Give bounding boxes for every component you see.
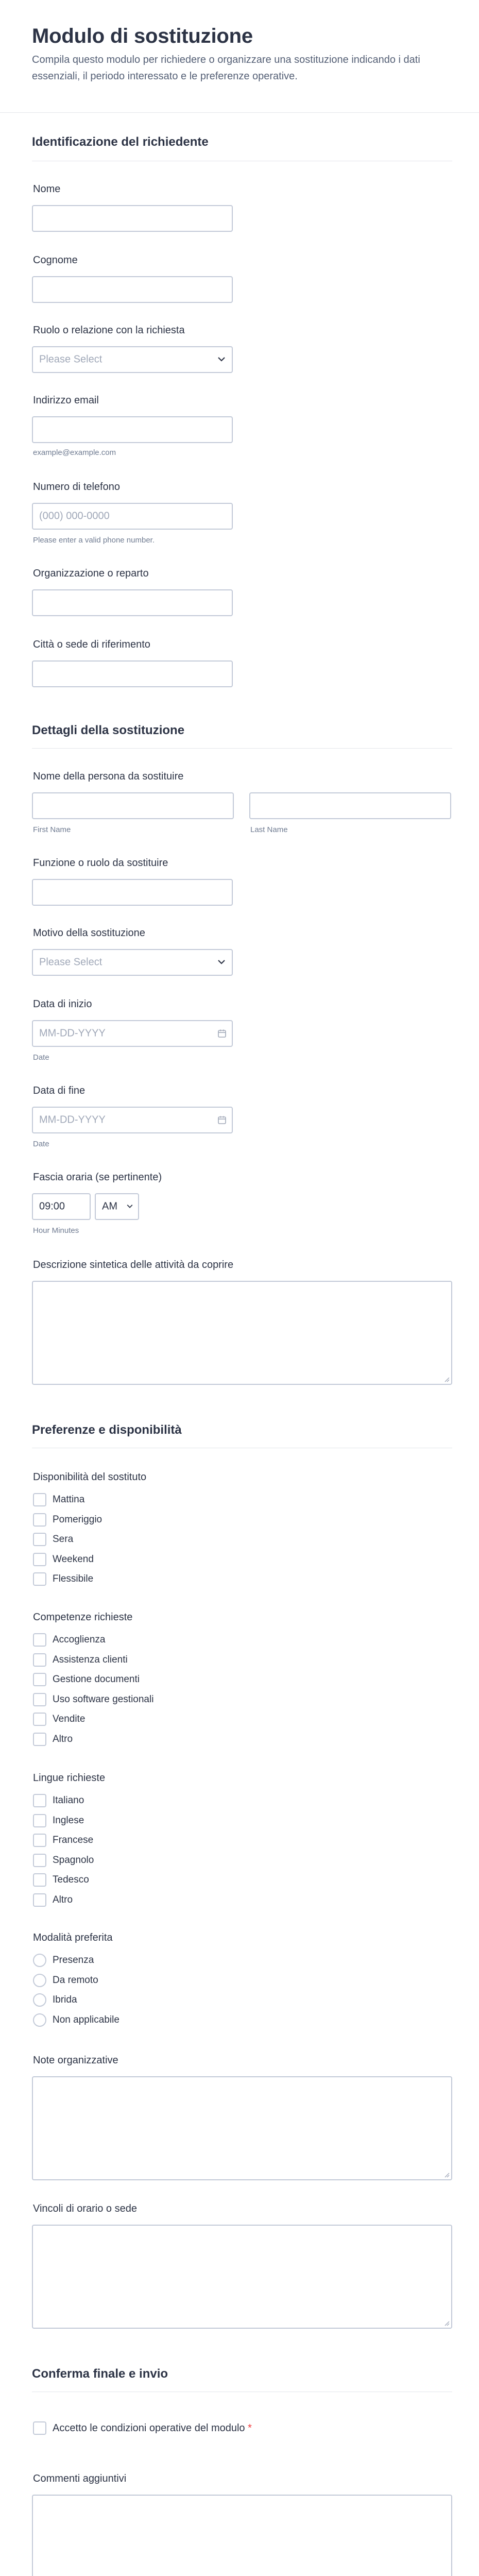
disp-option-label: Weekend bbox=[53, 1553, 94, 1565]
last-name-input[interactable] bbox=[249, 792, 451, 819]
comp-option-label: Assistenza clienti bbox=[53, 1654, 128, 1665]
comp-checkbox[interactable] bbox=[33, 1653, 46, 1667]
vincoli-label: Vincoli di orario o sede bbox=[33, 2203, 137, 2214]
descr-textarea[interactable] bbox=[32, 1281, 452, 1385]
fine-date-input[interactable] bbox=[32, 1107, 233, 1133]
org-input[interactable] bbox=[32, 589, 233, 616]
lingue-option-label: Altro bbox=[53, 1894, 73, 1905]
chevron-down-icon bbox=[216, 957, 227, 967]
inizio-sublabel: Date bbox=[33, 1053, 49, 1062]
lingue-option-label: Tedesco bbox=[53, 1874, 89, 1885]
lingue-checkbox[interactable] bbox=[33, 1814, 46, 1827]
section-heading-dettagli: Dettagli della sostituzione bbox=[32, 723, 185, 737]
descr-label: Descrizione sintetica delle attività da coprire bbox=[33, 1259, 234, 1270]
accept-text: Accetto le condizioni operative del modulo bbox=[53, 2422, 245, 2434]
comp-option-label: Vendite bbox=[53, 1714, 85, 1724]
resize-grip-icon[interactable] bbox=[443, 1376, 450, 1382]
comments-label: Commenti aggiuntivi bbox=[33, 2473, 127, 2484]
lingue-option-label: Spagnolo bbox=[53, 1854, 94, 1866]
disp-checkbox[interactable] bbox=[33, 1572, 46, 1586]
disp-option-label: Mattina bbox=[53, 1494, 85, 1505]
disp-option-label: Flessibile bbox=[53, 1573, 94, 1584]
vincoli-textarea[interactable] bbox=[32, 2225, 452, 2329]
disp-checkbox[interactable] bbox=[33, 1553, 46, 1566]
calendar-icon[interactable] bbox=[217, 1029, 227, 1038]
city-label: Città o sede di riferimento bbox=[33, 639, 150, 650]
section-divider bbox=[32, 748, 452, 749]
section-heading-conferma: Conferma finale e invio bbox=[32, 2367, 168, 2381]
email-sublabel: example@example.com bbox=[33, 448, 116, 457]
lingue-label: Lingue richieste bbox=[33, 1772, 106, 1784]
calendar-icon[interactable] bbox=[217, 1115, 227, 1125]
nome-input[interactable] bbox=[32, 205, 233, 232]
inizio-label: Data di inizio bbox=[33, 998, 92, 1010]
comp-checkbox[interactable] bbox=[33, 1733, 46, 1746]
comp-label: Competenze richieste bbox=[33, 1612, 133, 1623]
form-title: Modulo di sostituzione bbox=[32, 25, 253, 47]
lingue-checkbox[interactable] bbox=[33, 1794, 46, 1807]
lingue-checkbox[interactable] bbox=[33, 1893, 46, 1907]
note-textarea[interactable] bbox=[32, 2076, 452, 2180]
email-label: Indirizzo email bbox=[33, 395, 99, 406]
lingue-checkbox[interactable] bbox=[33, 1834, 46, 1847]
persona-label: Nome della persona da sostituire bbox=[33, 771, 184, 782]
nome-label: Nome bbox=[33, 183, 61, 195]
mod-radio[interactable] bbox=[33, 2013, 46, 2027]
accept-label bbox=[53, 2422, 252, 2434]
mod-label: Modalità preferita bbox=[33, 1932, 113, 1943]
mod-option-label: Presenza bbox=[53, 1955, 94, 1965]
disp-checkbox[interactable] bbox=[33, 1493, 46, 1506]
resize-grip-icon[interactable] bbox=[443, 2320, 450, 2326]
cognome-label: Cognome bbox=[33, 255, 78, 266]
comp-checkbox[interactable] bbox=[33, 1673, 46, 1686]
fascia-label: Fascia oraria (se pertinente) bbox=[33, 1172, 162, 1183]
lingue-checkbox[interactable] bbox=[33, 1854, 46, 1867]
header-divider bbox=[0, 112, 479, 113]
mod-radio[interactable] bbox=[33, 1954, 46, 1967]
time-sublabel: Hour Minutes bbox=[33, 1226, 79, 1235]
ampm-select[interactable] bbox=[95, 1193, 139, 1220]
comp-option-label: Accoglienza bbox=[53, 1634, 106, 1645]
required-mark: * bbox=[248, 2422, 252, 2434]
fine-sublabel: Date bbox=[33, 1140, 49, 1148]
disp-label: Disponibilità del sostituto bbox=[33, 1471, 147, 1483]
inizio-date-input[interactable] bbox=[32, 1020, 233, 1047]
mod-option-label: Da remoto bbox=[53, 1974, 98, 1986]
fine-placeholder: MM-DD-YYYY bbox=[39, 1114, 106, 1126]
resize-grip-icon[interactable] bbox=[443, 2172, 450, 2178]
funzione-label: Funzione o ruolo da sostituire bbox=[33, 857, 168, 869]
form-subtitle: Compila questo modulo per richiedere o organizzare una sostituzione indicando i dati essenziali, il periodo interessato e le preferenze operative. bbox=[32, 54, 420, 82]
comp-option-label: Altro bbox=[53, 1733, 73, 1744]
accept-checkbox[interactable] bbox=[33, 2421, 46, 2435]
ruolo-label: Ruolo o relazione con la richiesta bbox=[33, 325, 185, 336]
motivo-placeholder: Please Select bbox=[39, 956, 102, 968]
motivo-select[interactable] bbox=[32, 949, 233, 976]
comp-checkbox[interactable] bbox=[33, 1713, 46, 1726]
cognome-input[interactable] bbox=[32, 276, 233, 303]
chevron-down-icon bbox=[126, 1202, 134, 1210]
email-input[interactable] bbox=[32, 416, 233, 443]
ruolo-placeholder: Please Select bbox=[39, 353, 102, 365]
disp-checkbox[interactable] bbox=[33, 1533, 46, 1546]
lingue-option-label: Italiano bbox=[53, 1795, 84, 1806]
mod-radio[interactable] bbox=[33, 1974, 46, 1987]
fine-label: Data di fine bbox=[33, 1085, 85, 1096]
lingue-checkbox[interactable] bbox=[33, 1873, 46, 1887]
mod-option-label: Non applicabile bbox=[53, 2014, 119, 2025]
time-value: 09:00 bbox=[39, 1200, 65, 1212]
mod-radio[interactable] bbox=[33, 1993, 46, 2007]
note-label: Note organizzative bbox=[33, 2055, 118, 2066]
first-name-input[interactable] bbox=[32, 792, 234, 819]
first-name-sublabel: First Name bbox=[33, 825, 71, 834]
disp-checkbox[interactable] bbox=[33, 1513, 46, 1527]
comp-checkbox[interactable] bbox=[33, 1633, 46, 1647]
comments-textarea[interactable] bbox=[32, 2495, 452, 2576]
ruolo-select[interactable] bbox=[32, 346, 233, 373]
lingue-option-label: Inglese bbox=[53, 1815, 84, 1826]
city-input[interactable] bbox=[32, 660, 233, 687]
disp-option-label: Pomeriggio bbox=[53, 1514, 102, 1525]
inizio-placeholder: MM-DD-YYYY bbox=[39, 1027, 106, 1039]
mod-option-label: Ibrida bbox=[53, 1994, 77, 2005]
chevron-down-icon bbox=[216, 354, 227, 364]
phone-sublabel: Please enter a valid phone number. bbox=[33, 536, 155, 545]
phone-placeholder: (000) 000-0000 bbox=[39, 510, 110, 522]
comp-option-label: Gestione documenti bbox=[53, 1674, 140, 1685]
phone-label: Numero di telefono bbox=[33, 481, 120, 493]
funzione-input[interactable] bbox=[32, 879, 233, 906]
time-input[interactable] bbox=[32, 1193, 91, 1220]
lingue-option-label: Francese bbox=[53, 1835, 94, 1845]
motivo-label: Motivo della sostituzione bbox=[33, 927, 145, 939]
section-heading-preferenze: Preferenze e disponibilità bbox=[32, 1423, 182, 1437]
disp-option-label: Sera bbox=[53, 1534, 74, 1545]
section-heading-richiedente: Identificazione del richiedente bbox=[32, 135, 209, 149]
comp-option-label: Uso software gestionali bbox=[53, 1693, 154, 1705]
phone-input[interactable] bbox=[32, 503, 233, 530]
org-label: Organizzazione o reparto bbox=[33, 568, 149, 579]
comp-checkbox[interactable] bbox=[33, 1693, 46, 1706]
last-name-sublabel: Last Name bbox=[250, 825, 288, 834]
ampm-value: AM bbox=[102, 1200, 117, 1212]
